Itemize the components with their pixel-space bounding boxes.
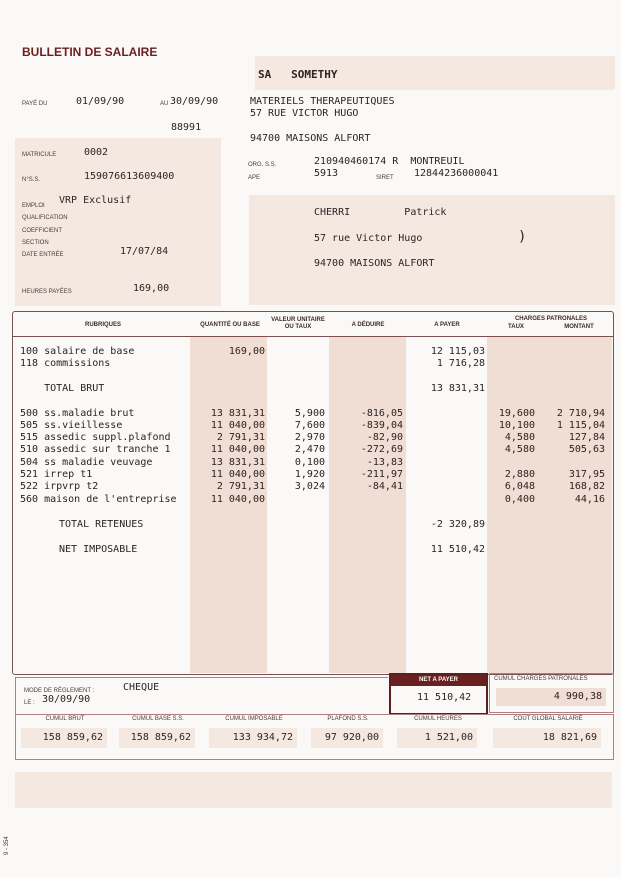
cell-val: 3,024 — [294, 481, 325, 493]
cell-mont: 168,82 — [568, 481, 605, 493]
cell-mont: 127,84 — [568, 432, 605, 444]
cumul-label: CUMUL IMPOSABLE — [225, 716, 283, 722]
cumul-item — [489, 714, 607, 758]
cumul-value: 1 521,00 — [397, 728, 477, 748]
header-valeur: VALEUR UNITAIRE OU TAUX — [271, 317, 325, 330]
cumul-item — [307, 714, 389, 758]
cell-pay — [409, 469, 485, 481]
matricule-value: 0002 — [84, 147, 109, 158]
table-row — [13, 432, 613, 444]
handwritten-mark: ) — [518, 229, 527, 245]
cell-taux: 2,880 — [504, 469, 535, 480]
table-row — [13, 358, 613, 370]
cell-mont — [537, 371, 605, 383]
matricule-label: MATRICULE — [22, 152, 57, 158]
period-from: 01/09/90 — [76, 96, 125, 107]
employee-addr1: 57 rue Victor Hugo — [314, 233, 423, 244]
cell-mont — [537, 346, 605, 358]
header-taux: TAUX — [508, 324, 524, 330]
cell-mont — [537, 358, 605, 370]
cell-val — [269, 383, 325, 395]
cell-ded — [331, 371, 403, 383]
cell-ded — [331, 383, 403, 395]
cell-val — [269, 346, 325, 358]
cell-ded: -82,90 — [366, 432, 403, 444]
cell-qty: 2 791,31 — [216, 432, 265, 444]
cell-qty — [191, 371, 265, 383]
mode-reglement-label: MODE DE RÈGLEMENT : — [24, 688, 95, 694]
header-charges: CHARGES PATRONALES — [514, 316, 588, 322]
cell-qty: 11 040,00 — [210, 493, 265, 505]
cumul-charges-box — [489, 673, 614, 713]
cell-rub: 522 irpvrp t2 — [20, 481, 99, 493]
cumul-charges-value: 4 990,38 — [496, 688, 606, 706]
cell-val — [269, 371, 325, 383]
cumul-item — [393, 714, 483, 758]
table-row — [13, 383, 613, 395]
table-row — [13, 371, 613, 383]
cell-qty: 13 831,31 — [210, 407, 265, 419]
cell-mont — [537, 457, 605, 469]
employer-line1: MATERIELS THERAPEUTIQUES — [250, 96, 395, 107]
total-retenues-label: TOTAL RETENUES — [59, 519, 144, 530]
header-montant: MONTANT — [564, 324, 594, 330]
cell-rub — [20, 395, 190, 407]
cumul-charges-label: CUMUL CHARGES PATRONALES — [494, 676, 588, 682]
cumul-label: COÛT GLOBAL SALARIÉ — [513, 716, 583, 722]
header-payer: A PAYER — [434, 322, 460, 328]
le-value: 30/09/90 — [42, 694, 91, 705]
side-code: 9 - 354 — [4, 836, 10, 855]
cell-qty — [191, 395, 265, 407]
cell-qty: 13 831,31 — [210, 456, 265, 468]
cell-qty — [191, 358, 265, 370]
bottom-band — [15, 772, 612, 808]
cell-ded: -816,05 — [360, 407, 403, 419]
table-row — [13, 494, 613, 506]
cell-taux: 4,580 — [504, 432, 535, 444]
cell-ded — [331, 494, 403, 506]
heures-label: HEURES PAYÉES — [22, 289, 72, 295]
document-title: BULLETIN DE SALAIRE — [22, 45, 158, 59]
net-imposable-value: 11 510,42 — [430, 544, 485, 555]
cell-rub: 500 ss.maladie brut — [20, 407, 135, 419]
cell-ded — [331, 395, 403, 407]
payslip-number: 88991 — [171, 122, 202, 133]
cumul-value: 18 821,69 — [493, 728, 601, 748]
cell-qty: 2 791,31 — [216, 481, 265, 493]
table-row — [13, 408, 613, 420]
cell-val: 1,920 — [294, 469, 325, 480]
cell-taux — [489, 346, 535, 358]
ape-value: 5913 — [314, 168, 339, 179]
cell-qty — [191, 383, 265, 395]
cell-mont: 1 115,04 — [556, 419, 605, 431]
cell-ded: -272,69 — [360, 444, 403, 456]
cell-pay — [409, 481, 485, 493]
employer-name: SA SOMETHY — [258, 68, 338, 81]
cell-pay — [409, 408, 485, 420]
cell-pay — [409, 444, 485, 456]
cell-qty: 11 040,00 — [210, 444, 265, 456]
cumul-item — [17, 714, 113, 758]
cumul-item — [205, 714, 303, 758]
table-row — [13, 346, 613, 358]
au-label: AU — [160, 101, 169, 107]
cell-val: 2,970 — [294, 432, 325, 444]
cell-taux — [489, 395, 535, 407]
header-deduire: A DÉDUIRE — [351, 322, 385, 328]
cumuls-row — [15, 714, 612, 758]
cumul-label: CUMUL BASE S.S. — [132, 716, 184, 722]
header-separator — [13, 336, 613, 337]
cell-ded: -84,41 — [366, 481, 403, 493]
cell-rub: 510 assedic sur tranche 1 — [20, 444, 171, 456]
cell-val — [269, 494, 325, 506]
table-row — [13, 395, 613, 407]
org-ss-value: 210940460174 R MONTREUIL — [314, 156, 465, 167]
cell-rub: 521 irrep t1 — [20, 469, 93, 480]
table-row — [13, 457, 613, 469]
cumul-item — [115, 714, 201, 758]
cell-ded — [331, 358, 403, 370]
cell-mont: 505,63 — [568, 444, 605, 456]
cell-mont — [537, 383, 605, 395]
cumul-value: 158 859,62 — [21, 728, 107, 748]
siret-value: 12844236000041 — [414, 168, 499, 179]
cell-ded — [331, 346, 403, 358]
cumul-value: 158 859,62 — [119, 728, 195, 748]
cumul-value: 133 934,72 — [209, 728, 297, 748]
cell-mont: 317,95 — [568, 469, 605, 480]
payslip-table — [12, 311, 614, 675]
cell-val: 2,470 — [294, 444, 325, 456]
cell-taux: 4,580 — [504, 444, 535, 456]
employer-line3: 94700 MAISONS ALFORT — [250, 133, 371, 144]
mode-reglement-value: CHEQUE — [123, 682, 160, 693]
header-rubriques: RUBRIQUES — [84, 322, 121, 328]
employee-panel — [15, 138, 221, 306]
header-quantite: QUANTITÉ OU BASE — [200, 322, 260, 328]
cell-ded: -211,97 — [360, 469, 403, 480]
table-row — [13, 444, 613, 456]
cumul-label: CUMUL HEURES — [414, 716, 462, 722]
cell-ded: -13,83 — [366, 456, 403, 468]
date-entree-value: 17/07/84 — [120, 246, 169, 257]
cell-val: 5,900 — [294, 407, 325, 419]
emploi-label: EMPLOI — [22, 203, 45, 209]
net-a-payer-value: 11 510,42 — [417, 692, 472, 703]
cell-mont — [537, 395, 605, 407]
cell-taux: 6,048 — [504, 481, 535, 493]
cell-val: 7,600 — [294, 419, 325, 431]
cell-taux: 10,100 — [498, 419, 535, 431]
siret-label: SIRET — [376, 175, 394, 181]
cell-rub: 515 assedic suppl.plafond — [20, 432, 171, 444]
section-label: SECTION — [22, 240, 49, 246]
cell-taux: 0,400 — [504, 493, 535, 505]
employee-name: CHERRI Patrick — [314, 207, 447, 218]
cell-taux — [489, 358, 535, 370]
cell-pay: 12 115,03 — [430, 346, 485, 357]
cell-val — [269, 358, 325, 370]
cell-rub: 560 maison de l'entreprise — [20, 493, 177, 505]
coefficient-label: COEFFICIENT — [22, 228, 62, 234]
cell-pay — [409, 420, 485, 432]
cell-rub: 118 commissions — [20, 358, 111, 370]
cell-mont: 2 710,94 — [556, 407, 605, 419]
table-row — [13, 420, 613, 432]
emploi-value: VRP Exclusif — [59, 195, 132, 206]
employee-addr2: 94700 MAISONS ALFORT — [314, 258, 435, 269]
cell-taux — [489, 371, 535, 383]
cell-rub — [20, 371, 190, 383]
employer-line2: 57 RUE VICTOR HUGO — [250, 108, 359, 119]
net-imposable-label: NET IMPOSABLE — [59, 544, 138, 555]
org-ss-label: ORG. S.S. — [248, 162, 277, 168]
le-label: LE : — [24, 700, 35, 706]
cell-rub: 505 ss.vieillesse — [20, 419, 123, 431]
period-to: 30/09/90 — [170, 96, 219, 107]
cell-pay — [409, 371, 485, 383]
date-entree-label: DATE ENTRÉE — [22, 252, 64, 258]
nss-label: N°S.S. — [22, 177, 41, 183]
cell-pay — [409, 432, 485, 444]
table-row — [13, 481, 613, 493]
cell-rub: TOTAL BRUT — [20, 382, 105, 394]
total-retenues-value: -2 320,89 — [430, 519, 485, 530]
table-row — [13, 469, 613, 481]
qualification-label: QUALIFICATION — [22, 215, 68, 221]
cell-pay — [409, 457, 485, 469]
cell-qty: 169,00 — [228, 346, 265, 357]
nss-value: 159076613609400 — [84, 171, 175, 182]
cell-val — [269, 395, 325, 407]
cell-taux — [489, 457, 535, 469]
cell-qty: 11 040,00 — [210, 469, 265, 480]
cell-val: 0,100 — [294, 456, 325, 468]
cell-rub: 100 salaire de base — [20, 346, 135, 357]
cell-taux: 19,600 — [498, 407, 535, 419]
cell-pay — [409, 395, 485, 407]
cell-pay: 13 831,31 — [430, 382, 485, 394]
ape-label: APE — [248, 175, 261, 181]
heures-value: 169,00 — [133, 283, 170, 294]
cell-pay: 1 716,28 — [436, 358, 485, 370]
cell-mont: 44,16 — [574, 493, 605, 505]
cumul-value: 97 920,00 — [311, 728, 383, 748]
cell-qty: 11 040,00 — [210, 419, 265, 431]
net-a-payer-box — [389, 673, 488, 715]
cell-rub: 504 ss maladie veuvage — [20, 456, 153, 468]
cell-pay — [409, 494, 485, 506]
cumul-label: CUMUL BRUT — [45, 716, 85, 722]
cell-taux — [489, 383, 535, 395]
paye-du-label: PAYÉ DU — [22, 101, 48, 107]
net-a-payer-label: NET A PAYER — [391, 675, 486, 686]
cell-ded: -839,04 — [360, 419, 403, 431]
cumul-label: PLAFOND S.S. — [327, 716, 369, 722]
